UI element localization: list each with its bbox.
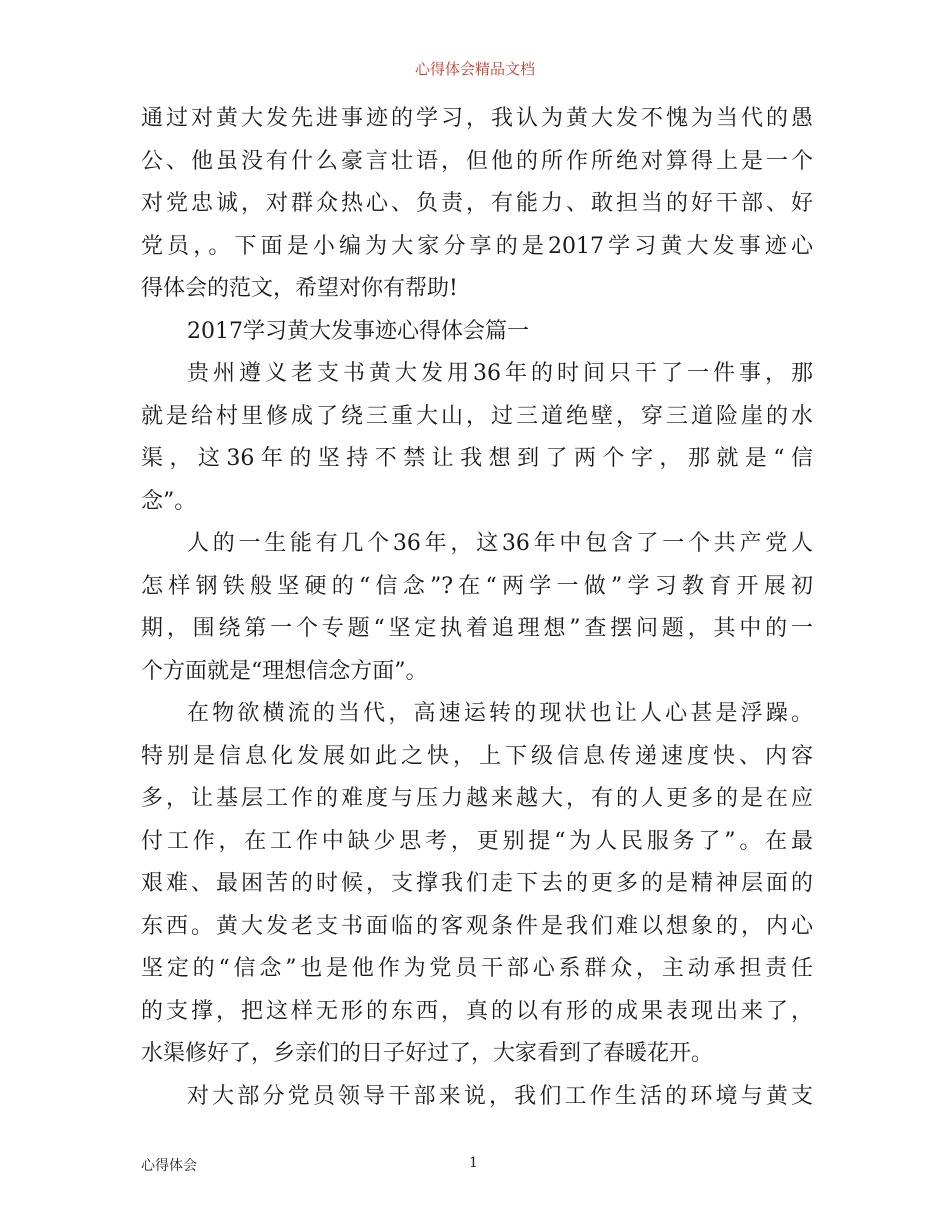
text-line: 在物欲横流的当代，高速运转的现状也让人心甚是浮躁。 — [187, 701, 813, 726]
footer-label: 心得体会 — [141, 1158, 197, 1174]
text-line: 的支撑，把这样无形的东西，真的以有形的成果表现出来了， — [141, 998, 813, 1024]
text-line: 个方面就是“理想信念方面”。 — [141, 658, 428, 684]
text-line: 水渠修好了，乡亲们的日子好过了，大家看到了春暖花开。 — [141, 1041, 714, 1066]
text-line: 通过对黄大发先进事迹的学习，我认为黄大发不愧为当代的愚 — [141, 106, 813, 131]
text-line: 多，让基层工作的难度与压力越来越大，有的人更多的是在应 — [141, 786, 813, 811]
page-header-title: 心得体会精品文档 — [414, 60, 535, 78]
text-line: 付工作，在工作中缺少思考，更别提“为人民服务了”。在最 — [141, 828, 813, 854]
text-line: 就是给村里修成了绕三重大山，过三道绝壁，穿三道险崖的水 — [141, 403, 813, 429]
text-line: 贵州遵义老支书黄大发用36年的时间只干了一件事，那 — [187, 361, 813, 386]
text-line: 党员，。下面是小编为大家分享的是2017学习黄大发事迹心 — [141, 233, 813, 259]
text-line: 怎样钢铁般坚硬的“信念”?在“两学一做”学习教育开展初 — [141, 573, 813, 599]
text-line: 渠，这36年的坚持不禁让我想到了两个字，那就是“信 — [141, 446, 813, 471]
text-line: 期，围绕第一个专题“坚定执着追理想”查摆问题，其中的一 — [141, 616, 813, 641]
text-line: 艰难、最困苦的时候，支撑我们走下去的更多的是精神层面的 — [141, 871, 813, 896]
text-line: 对党忠诚，对群众热心、负责，有能力、敢担当的好干部、好 — [141, 191, 813, 216]
text-line: 人的一生能有几个36年，这36年中包含了一个共产党人 — [187, 531, 813, 556]
text-line: 对大部分党员领导干部来说，我们工作生活的环境与黄支 — [187, 1083, 813, 1109]
text-line: 得体会的范文，希望对你有帮助! — [141, 276, 458, 301]
text-line: 东西。黄大发老支书面临的客观条件是我们难以想象的，内心 — [141, 913, 813, 939]
section-heading: 2017学习黄大发事迹心得体会篇一 — [187, 318, 529, 344]
text-line: 坚定的“信念”也是他作为党员干部心系群众，主动承担责任 — [141, 956, 813, 981]
text-line: 念”。 — [141, 488, 197, 514]
text-line: 特别是信息化发展如此之快，上下级信息传递速度快、内容 — [141, 743, 813, 769]
text-line: 公、他虽没有什么豪言壮语，但他的所作所绝对算得上是一个 — [141, 148, 813, 174]
document-body — [141, 98, 813, 1118]
page-number: 1 — [469, 1155, 478, 1171]
